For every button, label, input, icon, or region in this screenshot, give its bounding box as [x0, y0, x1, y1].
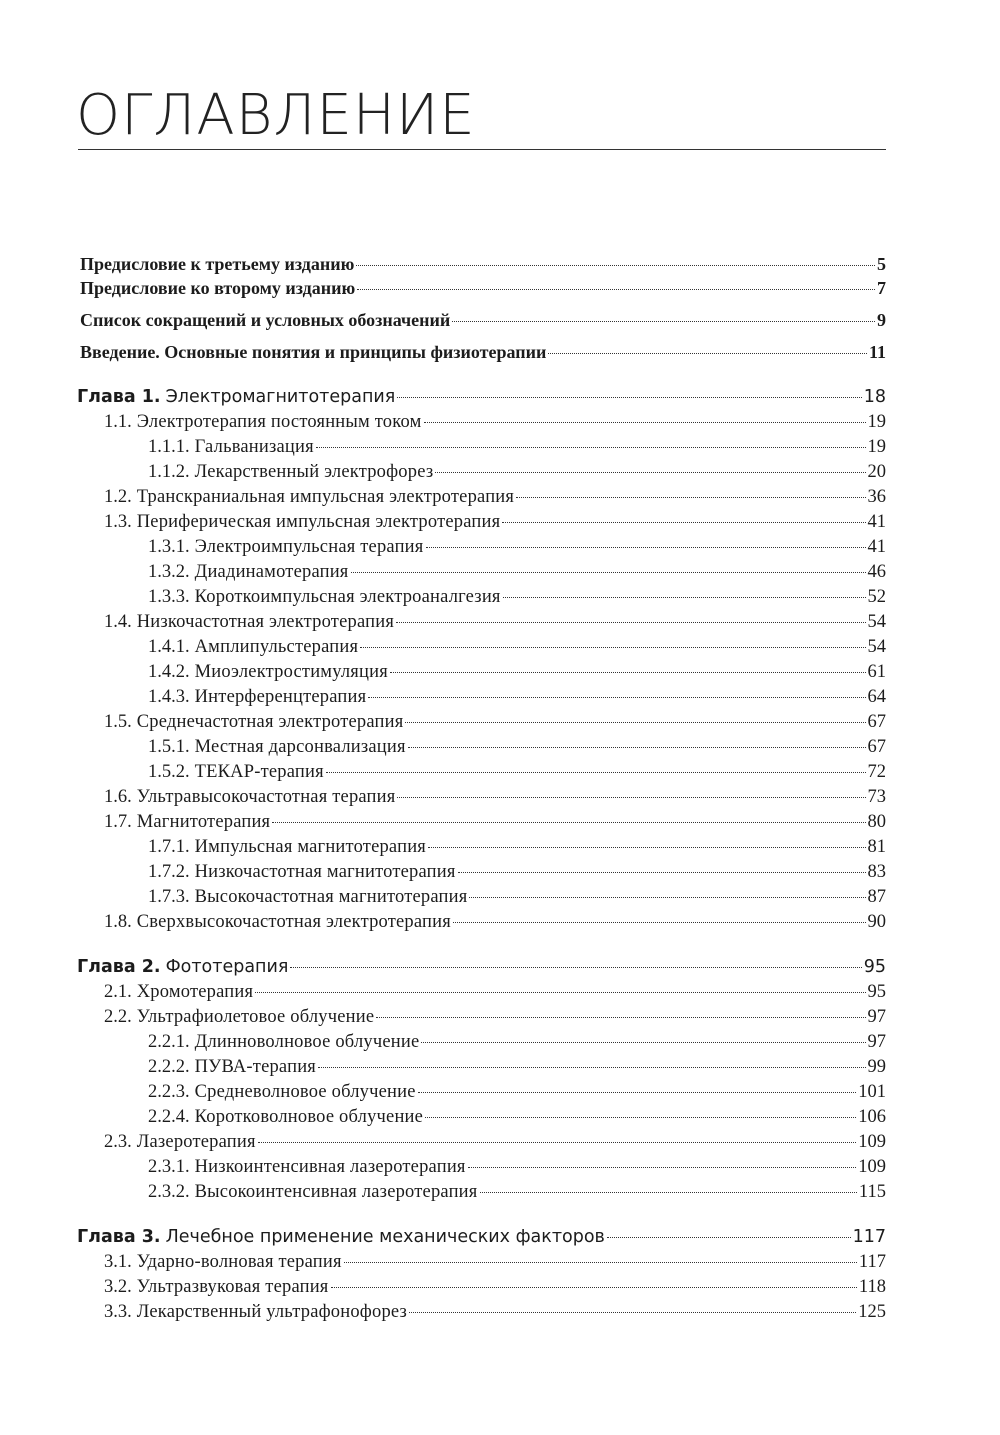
- toc-entry-number: 1.3.1.: [148, 537, 190, 557]
- toc-entry-title: Хромотерапия: [136, 982, 254, 1002]
- toc-subsection-entry: [148, 735, 886, 759]
- toc-entry-title: Миоэлектростимуляция: [194, 662, 388, 682]
- toc-entry-number: 1.4.3.: [148, 687, 190, 707]
- toc-entry-page-number: 54: [867, 612, 886, 632]
- dot-leader: [426, 537, 866, 548]
- dot-leader: [351, 562, 866, 573]
- toc-chapter-entry: [77, 955, 886, 979]
- dot-leader: [607, 1227, 851, 1238]
- toc-entry-title: Список сокращений и условных обозначений: [80, 310, 451, 330]
- toc-entry-number: 1.1.: [104, 412, 132, 432]
- dot-leader: [290, 957, 861, 968]
- toc-entry-title: Ультрафиолетовое облучение: [136, 1007, 375, 1027]
- toc-entry-number: 1.7.1.: [148, 837, 190, 857]
- toc-entry-page-number: 95: [867, 982, 886, 1002]
- toc-section-entry: [104, 910, 886, 934]
- toc-entry-number: 1.7.3.: [148, 887, 190, 907]
- toc-entry-title: Фототерапия: [165, 957, 289, 977]
- dot-leader: [368, 687, 865, 698]
- toc-entry-page-number: 87: [867, 887, 886, 907]
- dot-leader: [397, 387, 861, 398]
- dot-leader: [318, 1057, 865, 1068]
- toc-entry-number: 1.4.: [104, 612, 132, 632]
- toc-entry-number: 2.3.2.: [148, 1182, 190, 1202]
- toc-entry-number: 2.1.: [104, 982, 132, 1002]
- toc-entry-title: Импульсная магнитотерапия: [194, 837, 427, 857]
- toc-entry-page-number: 97: [867, 1032, 886, 1052]
- toc-subsection-entry: [148, 635, 886, 659]
- dot-leader: [258, 1132, 857, 1143]
- toc-entry-page-number: 117: [858, 1252, 886, 1272]
- toc-entry-number: 1.1.1.: [148, 437, 190, 457]
- toc-entry-page-number: 80: [867, 812, 886, 832]
- toc-entry-title: Высокоинтенсивная лазеротерапия: [194, 1182, 478, 1202]
- dot-leader: [331, 1277, 857, 1288]
- toc-subsection-entry: [148, 1080, 886, 1104]
- toc-entry-page-number: 73: [867, 787, 886, 807]
- dot-leader: [408, 737, 866, 748]
- dot-leader: [316, 437, 866, 448]
- dot-leader: [469, 887, 865, 898]
- toc-entry-number: 2.2.2.: [148, 1057, 190, 1077]
- toc-entry-number: Глава 2.: [77, 957, 161, 977]
- toc-entry-number: 1.5.2.: [148, 762, 190, 782]
- toc-entry-number: 2.3.: [104, 1132, 132, 1152]
- toc-entry-number: 3.1.: [104, 1252, 132, 1272]
- toc-subsection-entry: [148, 835, 886, 859]
- toc-entry-title: Магнитотерапия: [136, 812, 271, 832]
- toc-section-entry: [104, 1300, 886, 1324]
- dot-leader: [516, 487, 865, 498]
- toc-subsection-entry: [148, 885, 886, 909]
- toc-entry-page-number: 97: [867, 1007, 886, 1027]
- toc-entry-number: 3.3.: [104, 1302, 132, 1322]
- toc-entry-page-number: 11: [868, 342, 886, 362]
- toc-chapter-entry: [77, 385, 886, 409]
- toc-subsection-entry: [148, 685, 886, 709]
- dot-leader: [357, 279, 875, 290]
- toc-entry-page-number: 125: [858, 1302, 886, 1322]
- toc-entry-title: Коротковолновое облучение: [194, 1107, 424, 1127]
- toc-bold-entry: [80, 276, 886, 300]
- toc-entry-page-number: 90: [867, 912, 886, 932]
- toc-entry-page-number: 72: [867, 762, 886, 782]
- toc-bold-entry: [80, 308, 886, 332]
- toc-entry-title: Интерференцтерапия: [194, 687, 367, 707]
- toc-entry-title: Периферическая импульсная электротерапия: [136, 512, 501, 532]
- toc-entry-page-number: 61: [867, 662, 886, 682]
- toc-entry-number: Глава 1.: [77, 387, 161, 407]
- toc-entry-page-number: 99: [867, 1057, 886, 1077]
- dot-leader: [397, 787, 865, 798]
- toc-bold-entry: [80, 252, 886, 276]
- toc-subsection-entry: [148, 585, 886, 609]
- dot-leader: [396, 612, 865, 623]
- toc-subsection-entry: [148, 1055, 886, 1079]
- dot-leader: [360, 637, 865, 648]
- toc-entry-page-number: 109: [858, 1132, 886, 1152]
- toc-entry-page-number: 67: [867, 737, 886, 757]
- toc-section-entry: [104, 810, 886, 834]
- dot-leader: [405, 712, 865, 723]
- toc-entry-number: 2.2.4.: [148, 1107, 190, 1127]
- toc-entry-number: 1.8.: [104, 912, 132, 932]
- toc-entry-title: Короткоимпульсная электроаналгезия: [194, 587, 501, 607]
- toc-entry-number: 1.5.: [104, 712, 132, 732]
- dot-leader: [458, 862, 866, 873]
- dot-leader: [435, 462, 865, 473]
- toc-entry-page-number: 7: [877, 278, 886, 298]
- toc-entry-title: Лекарственный ультрафонофорез: [136, 1302, 408, 1322]
- toc-entry-title: Амплипульстерапия: [194, 637, 359, 657]
- toc-entry-title: Ультравысокочастотная терапия: [136, 787, 396, 807]
- toc-entry-number: 1.5.1.: [148, 737, 190, 757]
- toc-entry-title: Низкочастотная электротерапия: [136, 612, 395, 632]
- toc-entry-page-number: 18: [863, 387, 886, 407]
- toc-entry-title: Высокочастотная магнитотерапия: [194, 887, 468, 907]
- toc-entry-page-number: 115: [858, 1182, 886, 1202]
- toc-entry-number: 2.3.1.: [148, 1157, 190, 1177]
- toc-entry-title: Лечебное применение механических факторов: [165, 1227, 605, 1247]
- toc-entry-page-number: 9: [877, 310, 886, 330]
- toc-entry-title: Средневолновое облучение: [194, 1082, 416, 1102]
- toc-entry-number: 1.1.2.: [148, 462, 190, 482]
- dot-leader: [502, 512, 865, 523]
- toc-entry-page-number: 118: [858, 1277, 886, 1297]
- toc-entry-page-number: 54: [867, 637, 886, 657]
- toc-subsection-entry: [148, 560, 886, 584]
- toc-section-entry: [104, 710, 886, 734]
- toc-entry-page-number: 5: [877, 254, 886, 274]
- toc-entry-title: Электроимпульсная терапия: [194, 537, 424, 557]
- toc-entry-title: ПУВА-терапия: [194, 1057, 317, 1077]
- toc-entry-title: Низкоинтенсивная лазеротерапия: [194, 1157, 466, 1177]
- toc-entry-number: 1.6.: [104, 787, 132, 807]
- toc-entry-title: Среднечастотная электротерапия: [136, 712, 404, 732]
- dot-leader: [424, 412, 866, 423]
- dot-leader: [480, 1182, 857, 1193]
- toc-subsection-entry: [148, 760, 886, 784]
- toc-section-entry: [104, 1275, 886, 1299]
- toc-subsection-entry: [148, 1180, 886, 1204]
- toc-subsection-entry: [148, 660, 886, 684]
- toc-section-entry: [104, 510, 886, 534]
- toc-entry-title: Предисловие ко второму изданию: [80, 278, 356, 298]
- toc-entry-page-number: 19: [867, 437, 886, 457]
- toc-section-entry: [104, 1250, 886, 1274]
- toc-entry-page-number: 19: [867, 412, 886, 432]
- toc-section-entry: [104, 1005, 886, 1029]
- dot-leader: [326, 762, 866, 773]
- toc-entry-title: Ультразвуковая терапия: [136, 1277, 329, 1297]
- toc-entry-page-number: 117: [852, 1227, 886, 1247]
- toc-entry-page-number: 67: [867, 712, 886, 732]
- toc-entry-page-number: 46: [867, 562, 886, 582]
- page-title: ОГЛАВЛЕНИЕ: [76, 83, 476, 148]
- toc-entry-title: Низкочастотная магнитотерапия: [194, 862, 456, 882]
- dot-leader: [409, 1302, 856, 1313]
- toc-entry-title: Гальванизация: [194, 437, 314, 457]
- toc-entry-title: Лекарственный электрофорез: [194, 462, 434, 482]
- toc-section-entry: [104, 980, 886, 1004]
- toc-entry-number: 1.7.: [104, 812, 132, 832]
- toc-entry-title: Лазеротерапия: [136, 1132, 256, 1152]
- toc-entry-title: Сверхвысокочастотная электротерапия: [136, 912, 451, 932]
- dot-leader: [503, 587, 866, 598]
- toc-entry-page-number: 106: [858, 1107, 886, 1127]
- toc-entry-title: Введение. Основные понятия и принципы физиотерапии: [80, 342, 547, 362]
- toc-entry-title: Электромагнитотерапия: [165, 387, 396, 407]
- toc-section-entry: [104, 485, 886, 509]
- toc-entry-title: Электротерапия постоянным током: [136, 412, 422, 432]
- toc-subsection-entry: [148, 435, 886, 459]
- toc-section-entry: [104, 410, 886, 434]
- toc-entry-page-number: 81: [867, 837, 886, 857]
- toc-subsection-entry: [148, 535, 886, 559]
- toc-entry-title: Местная дарсонвализация: [194, 737, 406, 757]
- toc-bold-entry: [80, 340, 886, 364]
- toc-entry-title: Длинноволновое облучение: [194, 1032, 420, 1052]
- toc-subsection-entry: [148, 1030, 886, 1054]
- toc-subsection-entry: [148, 460, 886, 484]
- toc-entry-number: 1.3.2.: [148, 562, 190, 582]
- dot-leader: [418, 1082, 857, 1093]
- toc-entry-number: 2.2.: [104, 1007, 132, 1027]
- toc-entry-page-number: 52: [867, 587, 886, 607]
- dot-leader: [468, 1157, 857, 1168]
- toc-entry-page-number: 20: [867, 462, 886, 482]
- toc-entry-page-number: 41: [867, 537, 886, 557]
- toc-chapter-entry: [77, 1225, 886, 1249]
- toc-subsection-entry: [148, 1105, 886, 1129]
- dot-leader: [255, 982, 865, 993]
- toc-entry-page-number: 101: [858, 1082, 886, 1102]
- dot-leader: [548, 343, 867, 354]
- toc-entry-page-number: 64: [867, 687, 886, 707]
- toc-entry-number: 2.2.1.: [148, 1032, 190, 1052]
- dot-leader: [356, 255, 875, 266]
- dot-leader: [390, 662, 866, 673]
- dot-leader: [272, 812, 865, 823]
- toc-entry-title: ТЕКАР-терапия: [194, 762, 324, 782]
- dot-leader: [344, 1252, 857, 1263]
- toc-entry-page-number: 41: [867, 512, 886, 532]
- toc-entry-page-number: 109: [858, 1157, 886, 1177]
- dot-leader: [376, 1007, 865, 1018]
- dot-leader: [421, 1032, 865, 1043]
- toc-entry-page-number: 36: [867, 487, 886, 507]
- toc-entry-title: Диадинамотерапия: [194, 562, 349, 582]
- toc-section-entry: [104, 1130, 886, 1154]
- toc-entry-number: 1.4.1.: [148, 637, 190, 657]
- toc-entry-number: 1.3.: [104, 512, 132, 532]
- toc-entry-title: Ударно-волновая терапия: [136, 1252, 342, 1272]
- toc-entry-page-number: 83: [867, 862, 886, 882]
- toc-entry-number: 1.4.2.: [148, 662, 190, 682]
- toc-entry-title: Предисловие к третьему изданию: [80, 254, 355, 274]
- dot-leader: [425, 1107, 856, 1118]
- dot-leader: [453, 912, 866, 923]
- toc-entry-number: 1.7.2.: [148, 862, 190, 882]
- toc-section-entry: [104, 785, 886, 809]
- dot-leader: [428, 837, 865, 848]
- toc-entry-page-number: 95: [863, 957, 886, 977]
- toc-entry-number: 1.2.: [104, 487, 132, 507]
- toc-entry-number: 2.2.3.: [148, 1082, 190, 1102]
- toc-entry-number: 1.3.3.: [148, 587, 190, 607]
- toc-subsection-entry: [148, 1155, 886, 1179]
- toc-entry-number: 3.2.: [104, 1277, 132, 1297]
- toc-entry-number: Глава 3.: [77, 1227, 161, 1247]
- dot-leader: [452, 311, 875, 322]
- toc-entry-title: Транскраниальная импульсная электротерапия: [136, 487, 515, 507]
- toc-subsection-entry: [148, 860, 886, 884]
- toc-section-entry: [104, 610, 886, 634]
